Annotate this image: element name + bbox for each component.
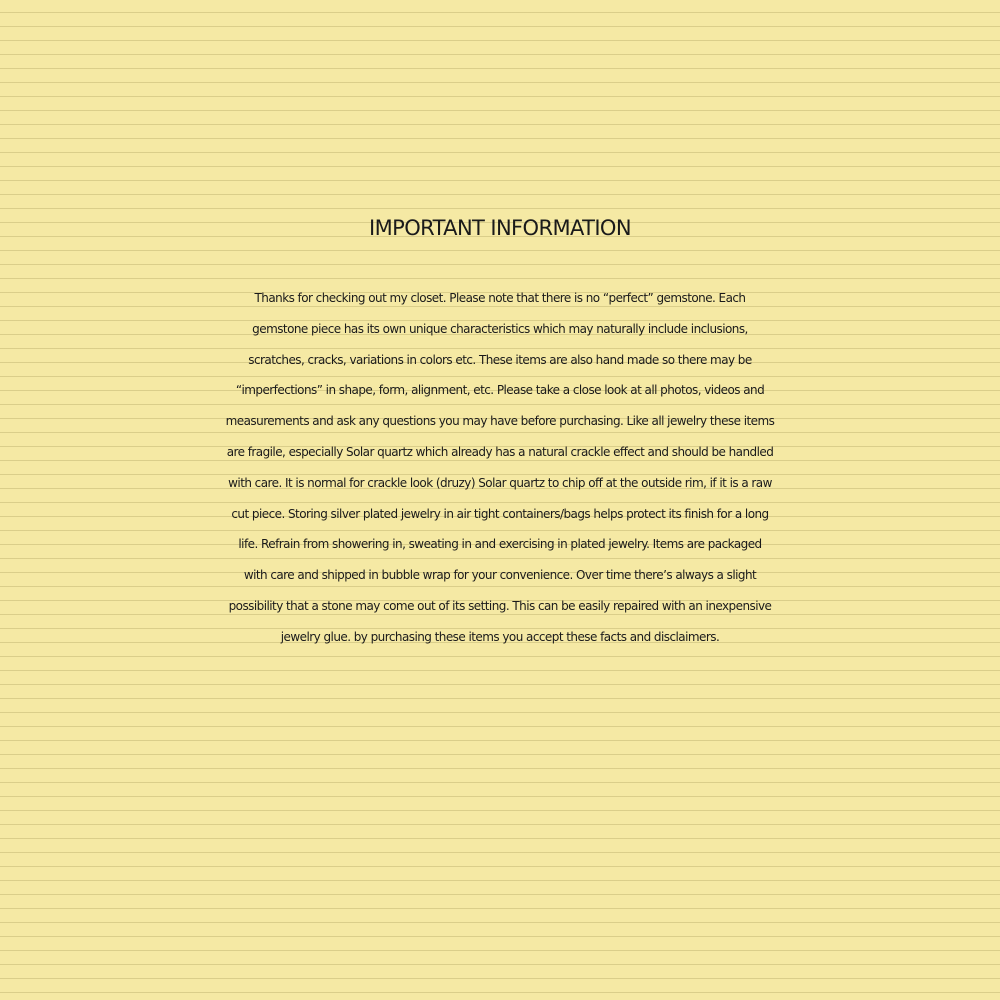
paragraph-line: Thanks for checking out my closet. Please note that there is no “perfect” gemstone. Each (254, 291, 746, 305)
paragraph-line: possibility that a stone may come out of its setting. This can be easily repaired with an inexpensive (228, 598, 772, 613)
page-title: IMPORTANT INFORMATION (369, 216, 631, 240)
paragraph-line: gemstone piece has its own unique characteristics which may naturally include inclusions, (252, 321, 748, 336)
paragraph-line: with care. It is normal for crackle look (druzy) Solar quartz to chip off at the outside rim, if it is a raw (228, 475, 772, 490)
paragraph-line: scratches, cracks, variations in colors etc. These items are also hand made so there may be (248, 352, 752, 367)
paragraph-line: life. Refrain from showering in, sweating in and exercising in plated jewelry. Items are packaged (238, 537, 762, 552)
paragraph-line: are fragile, especially Solar quartz which already has a natural crackle effect and should be handled (226, 444, 774, 459)
paragraph-line: “imperfections” in shape, form, alignment, etc. Please take a close look at all photos, videos and (235, 383, 765, 398)
paragraph-line: measurements and ask any questions you may have before purchasing. Like all jewelry these items (225, 414, 775, 429)
paragraph-line: cut piece. Storing silver plated jewelry in air tight containers/bags helps protect its finish for a long (231, 506, 769, 521)
paragraph-line: jewelry glue. by purchasing these items you accept these facts and disclaimers. (280, 629, 720, 644)
information-paragraph (0, 283, 1000, 653)
paragraph-line: with care and shipped in bubble wrap for your convenience. Over time there’s always a slight (243, 568, 757, 583)
